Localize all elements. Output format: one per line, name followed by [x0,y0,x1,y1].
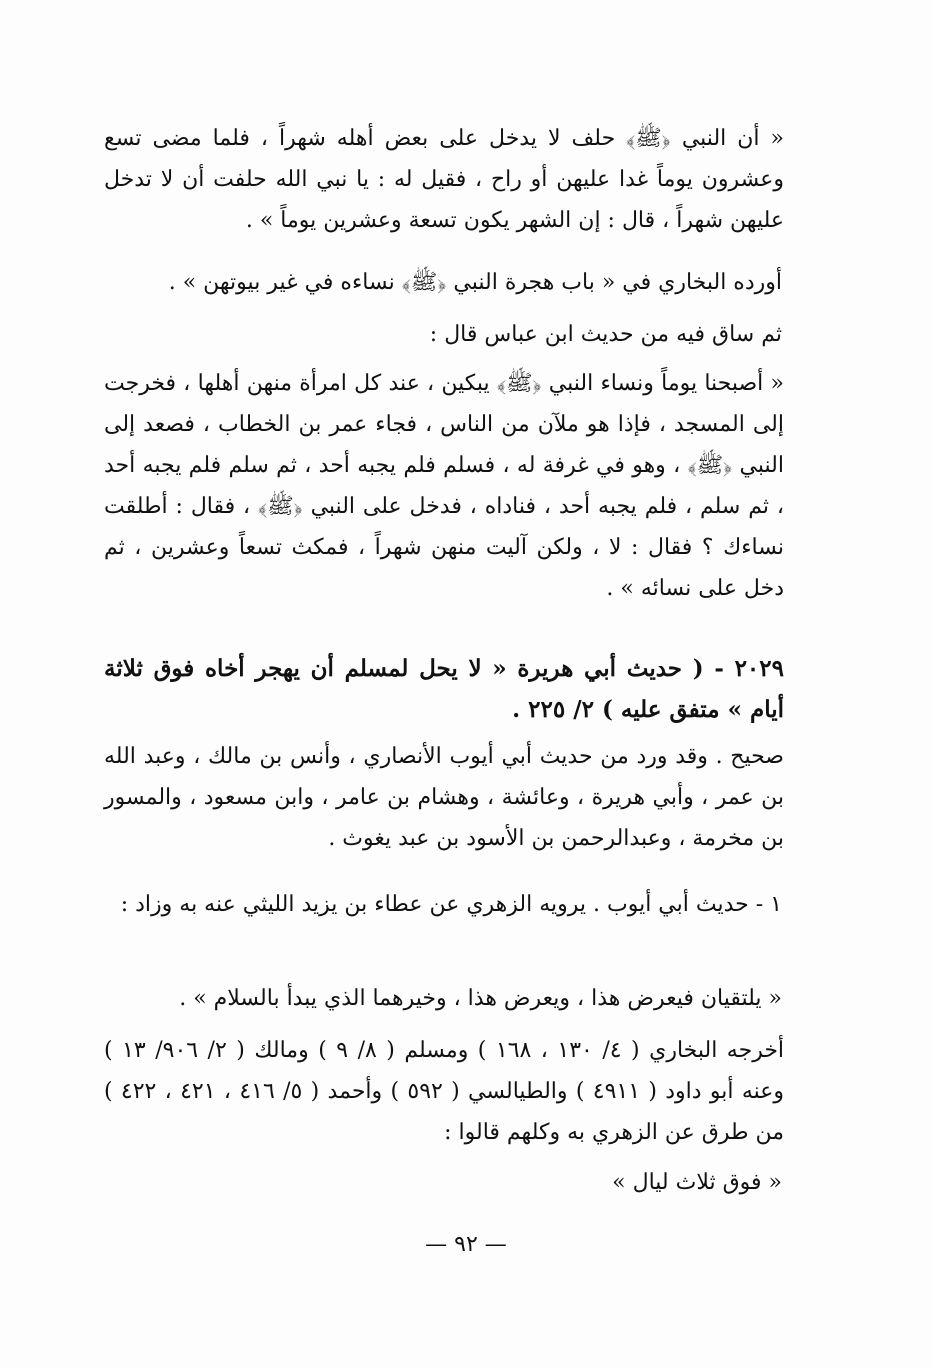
intro-paragraph [104,314,782,355]
paragraph-text: « أصبحنا يوماً ونساء النبي ﴿ﷺ﴾ يبكين ، عند كل امرأة منهن أهلها ، فخرجت إلى المسجد ، فإذا هو ملآن من الناس ، فجاء عمر بن الخطاب ، فصعد إلى النبي ﴿ﷺ﴾ ، وهو في غرفة له ، فسلم فلم يجبه أحد ، ثم سلم فلم يجبه أحد ، ثم سلم ، فلم يجبه أحد ، فناداه ، فدخل على النبي ﴿ﷺ﴾ ، فقال : أطلقت نساءك ؟ فقال : لا ، ولكن آليت منهن شهراً ، فمكث تسعاً وعشرين ، ثم دخل على نسائه » . [104,371,784,601]
quote-paragraph-4 [104,1162,782,1203]
paragraph-text: ثم ساق فيه من حديث ابن عباس قال : [429,322,782,347]
hadith-heading [104,648,784,730]
paragraph-text: ١ - حديث أبي أيوب . يرويه الزهري عن عطاء بن يزيد الليثي عنه به وزاد : [120,892,782,917]
paragraph-text: صحيح . وقد ورد من حديث أبي أيوب الأنصاري ، وأنس بن مالك ، وعبد الله بن عمر ، وأبي هريرة ، وعائشة ، وهشام بن عامر ، وابن مسعود ، والمسور بن مخرمة ، وعبدالرحمن بن الأسود بن عبد يغوث . [104,744,784,851]
citation-paragraph-1 [104,262,782,303]
paragraph-text: « فوق ثلاث ليال » [612,1170,782,1195]
paragraph-text: ٢٠٢٩ - ( حديث أبي هريرة « لا يحل لمسلم أن يهجر أخاه فوق ثلاثة أيام » متفق عليه ) ٢/ ٢٢٥ . [104,655,784,723]
quote-paragraph-3 [104,978,782,1019]
paragraph-text: « يلتقيان فيعرض هذا ، ويعرض هذا ، وخيرهما الذي يبدأ بالسلام » . [179,986,782,1011]
references-paragraph [104,1030,784,1153]
quote-paragraph-2 [104,363,784,609]
grading-paragraph [104,736,784,859]
quote-paragraph-1 [104,118,784,241]
paragraph-text: أخرجه البخاري ( ٤/ ١٣٠ ، ١٦٨ ) ومسلم ( ٨/ ٩ ) ومالك ( ٢/ ٩٠٦/ ١٣ ) وعنه أبو داود ( ٤٩١١ ) والطيالسي ( ٥٩٢ ) وأحمد ( ٥/ ٤١٦ ، ٤٢١ ، ٤٢٢ ) من طرق عن الزهري به وكلهم قالوا : [104,1038,785,1145]
narration-paragraph [104,884,782,925]
page-number: — ٩٢ — [425,1232,507,1257]
paragraph-text: أورده البخاري في « باب هجرة النبي ﴿ﷺ﴾ نساءه في غير بيوتهن » . [168,270,782,295]
paragraph-text: « أن النبي ﴿ﷺ﴾ حلف لا يدخل على بعض أهله شهراً ، فلما مضى تسع وعشرون يوماً غدا عليهن أو راح ، فقيل له : يا نبي الله حلفت أن لا تدخل عليهن شهراً ، قال : إن الشهر يكون تسعة وعشرين يوماً » . [104,126,784,233]
